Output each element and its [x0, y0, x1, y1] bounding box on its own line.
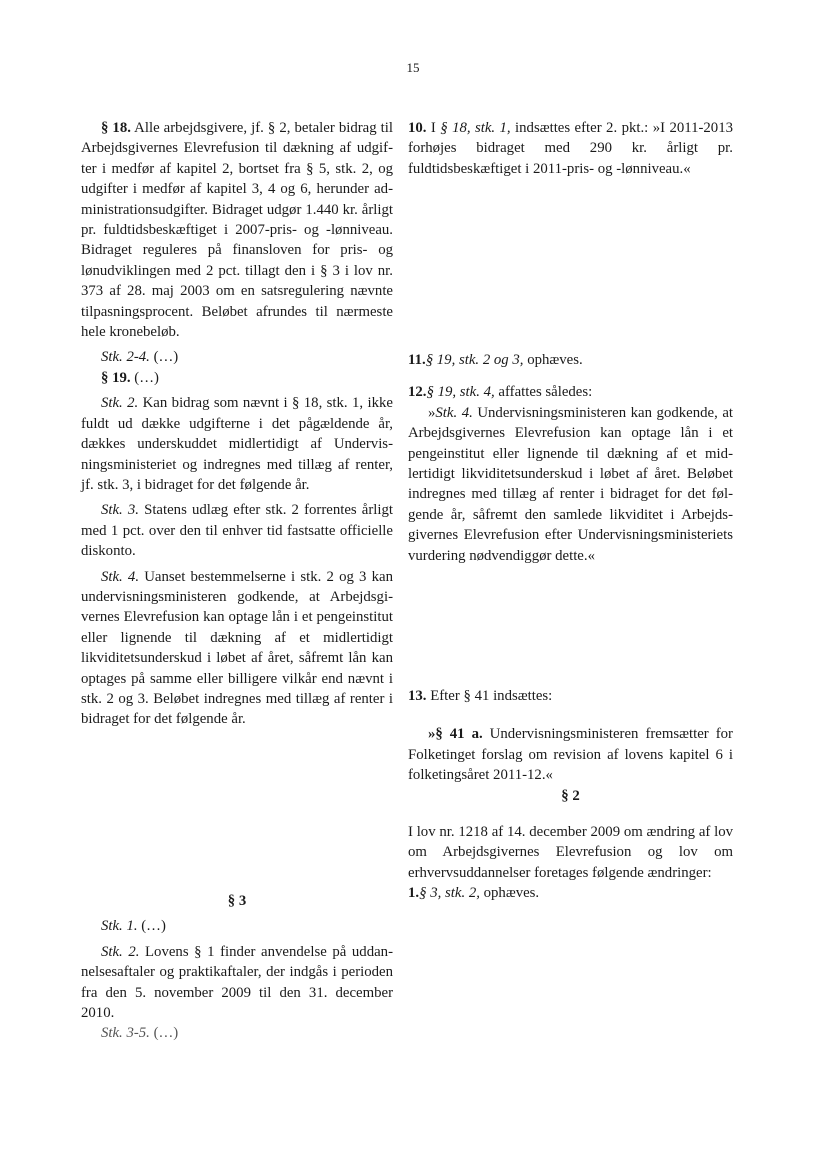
amendment-11: [408, 350, 733, 370]
stk-label: Stk. 3.: [100, 502, 139, 519]
paragraph-text: Alle arbejdsgivere, jf. § 2, betaler bidrag til Arbejdsgivernes Elevrefusion til dækning af udgifter i medfør af kapitel 2, bortset fra § 5, stk. 2, og udgifter i medfør af kapitel 3, 4 og 6, herunder administrationsudgifter. Bidraget udgør 1.440 kr. årligt pr. fuldtidsbeskæftiget i 2007-pris- og -lønniveau. Bidraget reguleres på finansloven for pris- og lønudviklingen med 2 pct. tillagt den i § 3 i lov nr. 373 af 28. maj 2003 om en satsregulering nævnte tilpasningsprocent. Beløbet afrundes til nærmeste hele kronebeløb.: [81, 120, 393, 341]
section-2-item-1: [408, 883, 733, 903]
paragraph-18-stk-2-4: [81, 347, 393, 367]
amendment-13-quote: [408, 724, 733, 785]
paragraph-text: ophæves.: [523, 352, 583, 368]
amendment-13: [408, 686, 733, 706]
stk-label: Stk. 4.: [100, 568, 140, 585]
reference: § 18, stk. 1,: [440, 120, 511, 136]
paragraph-text: (…): [149, 349, 179, 366]
paragraph-19-stk-3: [81, 500, 393, 561]
reference: § 19, stk. 4,: [426, 384, 495, 401]
paragraph-text: Undervisningsministeren fremsætter for Folketinget forslag om revision af lovens kapitel 6 i folketingsåret 2011-12.«: [408, 726, 733, 784]
section-number: »§ 41 a.: [427, 726, 483, 743]
amendment-10: [408, 118, 733, 179]
item-number: 10.: [408, 120, 427, 136]
paragraph-text: ophæves.: [479, 885, 540, 902]
stk-label: Stk. 2-4.: [100, 349, 150, 366]
section-number: § 19.: [100, 369, 131, 386]
reference: § 3, stk. 2,: [419, 885, 480, 902]
page-number: 15: [406, 60, 420, 75]
paragraph-18: [81, 118, 393, 342]
item-number: 11.: [408, 352, 426, 368]
left-column: [81, 118, 393, 730]
paragraph-text: indsættes efter 2. pkt.: »I 2011-2013 forhøjes bidraget med 290 kr. årligt pr. fuldtidsbeskæftiget i 2011-pris- og -lønniveau.«: [408, 120, 734, 177]
paragraph-text: (…): [130, 369, 159, 386]
amendment-12-quote: [408, 403, 733, 566]
stk-label: Stk. 1.: [100, 918, 138, 935]
paragraph-19-stk-2: [81, 393, 393, 495]
quote-mark: »: [427, 404, 436, 421]
stk-label: Stk. 3-5.: [100, 1025, 150, 1042]
paragraph-text: Statens udlæg efter stk. 2 forrentes årligt med 1 pct. over den til enhver tid fastsatte officielle diskonto.: [81, 502, 393, 560]
paragraph-text: Efter § 41 indsættes:: [426, 688, 553, 704]
section-number: § 18.: [100, 120, 131, 136]
paragraph-text: affattes således:: [494, 384, 593, 401]
left-section-3: [81, 891, 393, 1044]
paragraph-19: [81, 368, 393, 388]
section-heading: § 2: [561, 787, 580, 804]
section-2-intro: I lov nr. 1218 af 14. december 2009 om ændring af lov om Arbejdsgivernes Elevrefusion og lov om erhvervsuddannelser foretages følgende ændringer:: [408, 824, 733, 881]
paragraph-text: (…): [149, 1025, 179, 1042]
section-3-stk-2: [81, 942, 393, 1024]
paragraph-text: I: [426, 120, 441, 136]
section-2-heading: [408, 786, 733, 806]
right-item-13: [408, 686, 733, 904]
section-3-stk-3-5: [81, 1023, 393, 1043]
stk-label: Stk. 2.: [100, 943, 140, 960]
section-3-heading: [81, 891, 393, 911]
paragraph-19-stk-4: [81, 567, 393, 730]
paragraph-text: Undervisningsministeren kan godkende, at Arbejdsgivernes Elevrefusion kan optage lån i et pengeinstitut eller lignende til dækning af et midlertidigt likviditetsunderskud i løbet af året. Beløbet indregnes med tillæg af renter i bidraget for det følgende år, såfremt den samlede likviditet i Arbejdsgivernes Elevrefusion efter Undervisningsministeriets vurdering nødvendiggør dette.«: [408, 404, 733, 564]
item-number: 13.: [408, 688, 427, 704]
reference: § 19, stk. 2 og 3,: [425, 352, 524, 368]
stk-label: Stk. 4.: [435, 404, 473, 421]
amendment-12: [408, 382, 733, 402]
section-heading: § 3: [227, 893, 247, 909]
stk-label: Stk. 2.: [100, 395, 139, 412]
paragraph-text: Lovens § 1 finder anvendelse på uddannelsesaftaler og praktikaftaler, der indgås i perioden fra den 5. november 2009 til den 31. december 2010.: [81, 943, 393, 1022]
paragraph-text: (…): [137, 918, 166, 935]
section-3-stk-1: [81, 916, 393, 936]
right-item-10: [408, 118, 733, 179]
item-number: 1.: [408, 885, 420, 902]
right-items-11-12: [408, 350, 733, 566]
paragraph-text: Uanset bestemmelserne i stk. 2 og 3 kan undervisningsministeren godkende, at Arbejdsgivernes Elevrefusion kan optage lån i et pengeinstitut eller lignende til dækning af et midlertidigt likviditetsunderskud i løbet af året, såfremt lån kan optages på samme eller billigere vilkår end nævnt i stk. 2 og 3. Beløbet indregnes med tillæg af renter i bidraget for det følgende år.: [81, 568, 394, 728]
paragraph-text: Kan bidrag som nævnt i § 18, stk. 1, ikke fuldt ud dække udgifterne i det pågældende år, dækkes underskuddet midlertidigt af Undervisningsministeriet og indregnes med tillæg af renter, jf. stk. 3, i bidraget for det følgende år.: [81, 395, 393, 493]
item-number: 12.: [408, 384, 427, 401]
